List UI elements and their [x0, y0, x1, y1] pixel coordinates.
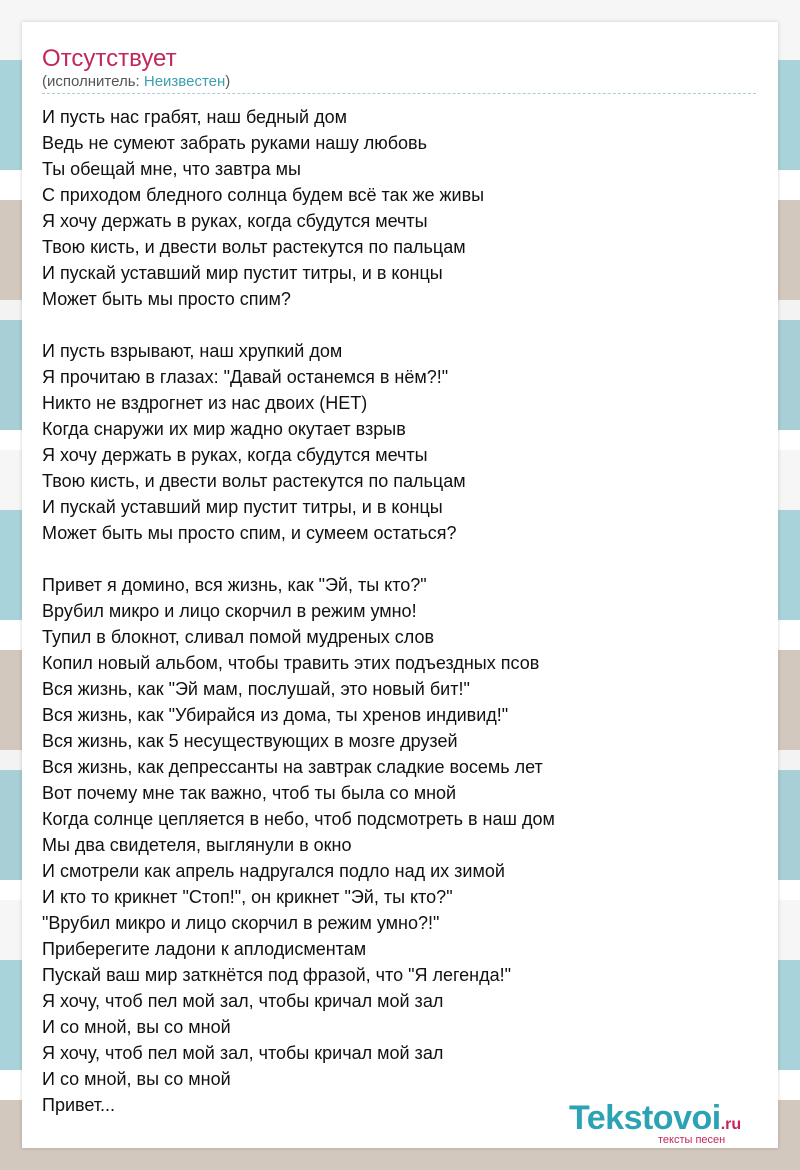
lyric-line: С приходом бледного солнца будем всё так же живы [42, 185, 485, 205]
logo-tld: .ru [720, 1116, 742, 1133]
artist-link[interactable]: Неизвестен [143, 73, 226, 90]
lyric-line: Твою кисть, и двести вольт растекутся по пальцам [42, 471, 466, 491]
lyric-line: Мы два свидетеля, выглянули в окно [42, 835, 352, 855]
song-subtitle [42, 72, 230, 92]
lyric-line: Приберегите ладони к аплодисментам [42, 939, 367, 959]
artist-prefix: (исполнитель: [42, 73, 144, 90]
lyric-line: Привет я домино, вся жизнь, как "Эй, ты кто?" [42, 575, 427, 595]
lyric-line: Тупил в блокнот, сливал помой мудреных слов [42, 627, 435, 647]
logo-name: Tekstovoi [569, 1099, 721, 1137]
lyrics-card [22, 22, 778, 1148]
lyric-line: Может быть мы просто спим? [42, 289, 291, 309]
lyric-line: Может быть мы просто спим, и сумеем остаться? [42, 523, 457, 543]
stanza-gap [42, 546, 762, 572]
lyric-line: И смотрели как апрель надругался подло над их зимой [42, 861, 505, 881]
lyric-line: И пускай уставший мир пустит титры, и в концы [42, 497, 443, 517]
lyric-line: Твою кисть, и двести вольт растекутся по пальцам [42, 237, 466, 257]
artist-suffix: ) [225, 73, 231, 90]
lyric-line: И со мной, вы со мной [42, 1069, 231, 1089]
lyric-line: Вся жизнь, как "Убирайся из дома, ты хренов индивид!" [42, 705, 509, 725]
lyric-line: Я хочу, чтоб пел мой зал, чтобы кричал мой зал [42, 991, 444, 1011]
lyric-line: Когда солнце цепляется в небо, чтоб подсмотреть в наш дом [42, 809, 555, 829]
lyric-line: Вся жизнь, как "Эй мам, послушай, это новый бит!" [42, 679, 470, 699]
lyric-line: Врубил микро и лицо скорчил в режим умно! [42, 601, 417, 621]
lyric-line: Пускай ваш мир заткнётся под фразой, что "Я легенда!" [42, 965, 512, 985]
lyric-line: Я хочу держать в руках, когда сбудутся мечты [42, 211, 428, 231]
lyric-line: Я прочитаю в глазах: "Давай останемся в нём?!" [42, 367, 449, 387]
lyric-line: Когда снаружи их мир жадно окутает взрыв [42, 419, 406, 439]
lyric-line: И пусть взрывают, наш хрупкий дом [42, 341, 343, 361]
lyric-line: Привет... [42, 1095, 116, 1115]
lyric-line: Вся жизнь, как 5 несуществующих в мозге друзей [42, 731, 458, 751]
lyrics-text [42, 104, 762, 1118]
lyric-line: Вся жизнь, как депрессанты на завтрак сладкие восемь лет [42, 757, 543, 777]
logo-tagline: тексты песен [658, 1134, 726, 1146]
lyric-line: "Врубил микро и лицо скорчил в режим умно?!" [42, 913, 440, 933]
lyric-line: Ведь не сумеют забрать руками нашу любовь [42, 133, 427, 153]
lyric-line: Копил новый альбом, чтобы травить этих подъездных псов [42, 653, 540, 673]
lyric-line: И пусть нас грабят, наш бедный дом [42, 107, 347, 127]
lyric-line: Я хочу держать в руках, когда сбудутся мечты [42, 445, 428, 465]
lyric-line: Я хочу, чтоб пел мой зал, чтобы кричал мой зал [42, 1043, 444, 1063]
stanza-gap [42, 312, 762, 338]
lyric-line: Ты обещай мне, что завтра мы [42, 159, 301, 179]
lyric-line: И кто то крикнет "Стоп!", он крикнет "Эй, ты кто?" [42, 887, 453, 907]
lyric-line: И пускай уставший мир пустит титры, и в концы [42, 263, 443, 283]
lyric-line: И со мной, вы со мной [42, 1017, 231, 1037]
lyric-line: Никто не вздрогнет из нас двоих (НЕТ) [42, 393, 368, 413]
title-divider [42, 93, 756, 94]
lyric-line: Вот почему мне так важно, чтоб ты была со мной [42, 783, 457, 803]
song-title: Отсутствует [42, 45, 177, 72]
